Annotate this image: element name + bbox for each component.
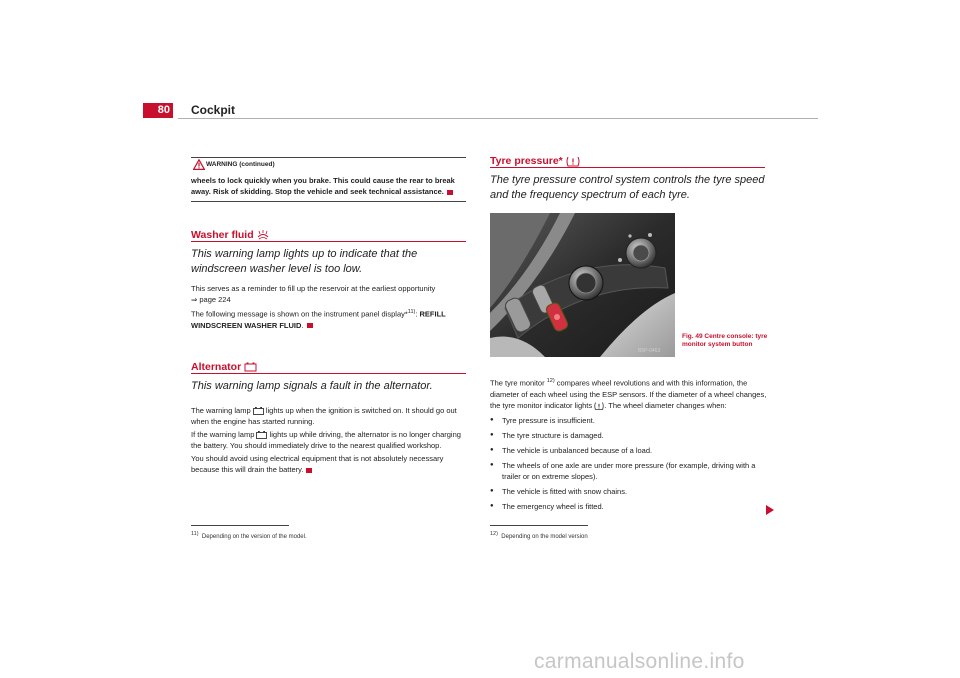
battery-icon xyxy=(253,407,264,415)
list-item: ● The vehicle is unbalanced because of a load. xyxy=(490,445,770,456)
washer-lead: This warning lamp lights up to indicate that the windscreen washer level is too low. xyxy=(191,248,418,275)
list-item: ● The emergency wheel is fitted. xyxy=(490,501,770,512)
tyre-pressure-icon xyxy=(594,402,604,410)
alternator-p2-b: lights up while driving, the alternator is no longer charging the battery. You should immediately drive to the nearest qualified workshop. xyxy=(191,430,461,450)
washer-p2: The following message is shown on the instrument panel display*$^{11)}$: REFILL WINDSCREEN WASHER FLUID. xyxy=(191,309,446,330)
alternator-body xyxy=(191,405,466,475)
washer-p1-text: This serves as a reminder to fill up the reservoir at the earliest opportunity xyxy=(191,284,436,293)
washer-heading-text: Washer fluid xyxy=(191,229,254,241)
alternator-p2-a: If the warning lamp xyxy=(191,430,255,439)
washer-p2-text: The following message is shown on the instrument panel display* xyxy=(191,309,408,319)
warning-title: WARNING (continued) xyxy=(206,161,275,168)
washer-display-message: REFILL WINDSCREEN WASHER FLUID xyxy=(191,309,446,330)
washer-fluid-icon xyxy=(257,230,269,241)
tyre-heading xyxy=(490,155,580,167)
footnote-rule-left xyxy=(191,525,289,526)
alternator-p1-a: The warning lamp xyxy=(191,406,251,415)
footnote-rule-right xyxy=(490,525,588,526)
tyre-heading-rule xyxy=(490,167,765,168)
washer-p1 xyxy=(191,283,466,305)
watermark: carmanualsonline.info xyxy=(534,650,745,673)
list-item: ● The vehicle is fitted with snow chains. xyxy=(490,486,770,497)
washer-heading xyxy=(191,229,269,241)
list-item: ● Tyre pressure is insufficient. xyxy=(490,415,770,426)
warning-text xyxy=(191,175,466,197)
figure-caption: Fig. 49 Centre console: tyre monitor system button xyxy=(682,333,768,348)
running-title: Cockpit xyxy=(191,103,236,117)
warning-triangle-icon xyxy=(193,159,205,170)
footnote-mark: 12) xyxy=(490,531,498,537)
tyre-heading-text: Tyre pressure* xyxy=(490,155,563,167)
washer-heading-rule xyxy=(191,241,466,242)
tyre-intro-b: compares wheel revolutions and with this information, the diameter of each wheel using the ESP sensors. If the diameter of a wheel changes, the tyre monitor indicator lights xyxy=(490,378,767,410)
footnote-12 xyxy=(490,531,588,540)
footnote-text: Depending on the version of the model. xyxy=(201,534,307,540)
footnote-ref-11: 11) xyxy=(407,309,416,315)
footnote-11 xyxy=(191,531,307,540)
alternator-lead: This warning lamp signals a fault in the alternator. xyxy=(191,380,433,392)
alternator-p1 xyxy=(191,405,466,427)
list-item: ● The tyre structure is damaged. xyxy=(490,430,770,441)
page-number: 80 xyxy=(143,103,173,118)
footnote-mark: 11) xyxy=(191,531,199,537)
figure-code: B5P-0463 xyxy=(638,348,661,354)
end-mark xyxy=(307,323,313,328)
alternator-heading-rule xyxy=(191,373,466,374)
washer-page-ref[interactable]: ⇒ page 224 xyxy=(191,295,231,304)
battery-icon xyxy=(256,431,267,439)
centre-console-illustration xyxy=(490,213,675,357)
alternator-p3-text: You should avoid using electrical equipment that is not absolutely necessary because this will drain the battery. xyxy=(191,454,444,474)
tyre-intro xyxy=(490,376,770,411)
tyre-intro-a: The tyre monitor xyxy=(490,378,545,388)
end-mark xyxy=(447,190,453,195)
washer-body xyxy=(191,283,466,331)
alternator-heading xyxy=(191,361,257,373)
footnote-text: Depending on the model version xyxy=(501,534,588,540)
centre-console-photo xyxy=(490,213,675,357)
alternator-heading-text: Alternator xyxy=(191,361,242,373)
tyre-lead: The tyre pressure control system controls the tyre speed and the frequency spectrum of each tyre. xyxy=(490,174,765,201)
alternator-p1-b: lights up when the ignition is switched on. It should go out when the engine has started running. xyxy=(191,406,457,426)
list-item: ● The wheels of one axle are under more pressure (for example, driving with a trailer or on extreme slopes). xyxy=(490,460,770,482)
tyre-pressure-icon xyxy=(566,156,580,167)
end-mark xyxy=(306,468,312,473)
alternator-p3 xyxy=(191,453,466,475)
tyre-intro-c: . The wheel diameter changes when: xyxy=(604,400,727,410)
header-rule xyxy=(178,118,818,119)
alternator-p2 xyxy=(191,429,466,451)
battery-icon xyxy=(244,362,257,372)
next-page-arrow-icon[interactable] xyxy=(766,505,774,515)
tyre-body xyxy=(490,376,770,512)
footnote-ref-12: 12) xyxy=(546,378,555,384)
warning-text-content: wheels to lock quickly when you brake. This could cause the rear to break away. Risk of skidding. Stop the vehicle and seek technical assistance. xyxy=(191,176,455,196)
